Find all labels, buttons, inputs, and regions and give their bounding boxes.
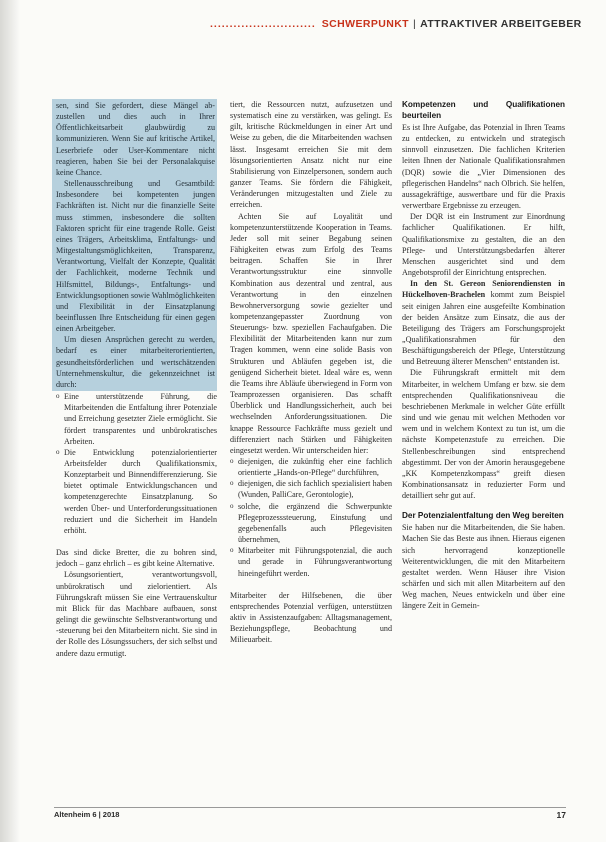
highlighted-passage bbox=[52, 99, 217, 391]
paragraph: Die Führungskraft ermittelt mit dem Mitarbeiter, in welchem Umfang er bzw. sie dem entsprechenden Qualifikationsniveau die beschriebenen Merkmale in welcher Güte erfüllt sind und wie genau mit welchen Methoden vor wem und in welchem Kontext zu tun ist, um die nächste Kompetenzstufe zu erreichen. Die Stellenbeschreibungen sind entsprechend abgestimmt. Der von der Amorin herausgegebene „KK Kompetenzkompass“ greift diesen Kombinationsansatz in reduzierter Form und detailliert sehr gut auf. bbox=[402, 368, 565, 501]
bullet-item: o Eine unterstützende Führung, die Mitarbeitenden die Entfaltung ihrer Potenziale und Erreichung gesetzter Ziele ermöglicht. Sie fördert transparentes und unbürokratisches Arbeiten. bbox=[56, 391, 217, 447]
column-3 bbox=[402, 99, 565, 612]
bullet-item: o Die Entwicklung potenzialorientierter Arbeitsfelder durch Qualifikationsmix, Konzeptarbeit und Binnendifferenzierung. Sie bietet optimale Entwicklungschancen und kompetenzgerechte Einsatzplanung. So werden Über- und Unterforderungssituationen reduziert und die Sicherheit im Handeln erhöht. bbox=[56, 447, 217, 536]
paragraph: Das sind dicke Bretter, die zu bohren sind, jedoch – ganz ehrlich – es gibt keine Alternative. bbox=[56, 548, 217, 569]
paragraph: Stellenausschreibung und Gesamtbild: Insbesondere bei kompetenten jungen Fachkräften ist. Nicht nur die finanzielle Seite muss stimmen, insbesondere die sollten Faktoren spricht für eine tragende Rolle. Geist eines Trägers, Arbeitsklima, Entfaltungs- und Mitgestaltungsmöglichkeiten, Transparenz, Verantwortung, Vielfalt der Konzepte, Qualität der Fachlichkeit, moderne Technik und Hilfsmittel, Bildungs-, Entfaltungs- und Entwicklungsoptionen sowie Wahlmöglichkeiten und Flexibilität in der Einsatzplanung beeinflussen Ihre Entscheidung für einen gegen einen Arbeitgeber. bbox=[56, 179, 215, 334]
header-dots: ........................... bbox=[210, 18, 316, 30]
header-separator: | bbox=[413, 18, 417, 30]
bullet-item: o Mitarbeiter mit Führungspotenzial, die auch und gerade in Führungsverantwortung hineingeführt werden. bbox=[230, 545, 392, 578]
subheading: Der Potenzialentfaltung den Weg bereiten bbox=[402, 511, 564, 521]
paragraph: Sie haben nur die Mitarbeitenden, die Sie haben. Machen Sie das Beste aus ihnen. Hieraus eigenen sich hervorragend konzeptionelle Weiterentwicklungen, die mit den Mitarbeitern gestaltet werden. Wenn Häuser ihre Vision schärfen und sich mit allen Mitarbeitern auf den Weg machen, Neues entwickeln und über eine längere Zeit in Gemein- bbox=[402, 523, 565, 611]
page-spine-shadow bbox=[0, 0, 20, 842]
paragraph-text: kommt zum Beispiel seit einigen Jahren eine ausgefeilte Kombination der beiden Ansätze zum Einsatz, die aus der Beteiligung des Trägers am Forschungsprojekt „Qualifikationsrahmen für den Beschäftigungsbereich der Pflege, Unterstützung und Betreuung älterer Menschen“ entstanden ist. bbox=[402, 290, 565, 367]
magazine-issue: Altenheim 6 | 2018 bbox=[54, 810, 120, 819]
running-header bbox=[210, 16, 596, 32]
column-1 bbox=[56, 99, 217, 659]
bullet-item: o diejenigen, die zukünftig eher eine fachlich orientierte „Hands-on-Pflege“ durchführen, bbox=[230, 456, 392, 478]
subheading: Kompetenzen und Qualifikationen beurteilen bbox=[402, 100, 565, 120]
paragraph: Achten Sie auf Loyalität und kompetenzunterstützende Kooperation in Teams. Jeder soll mit seiner Begabung seinen Fähigkeiten etwas zum Erfolg des Teams beitragen. Schaffen Sie in Ihrer Verantwortungsstruktur eine sinnvolle Kombination aus dezentral und zentral, aus Verantwortung in den einzelnen Bewohnerversorgung sowie gezielter und kompetenzangepasster Zuordnung von Steuerungs- bzw. speziellen Fachaufgaben. Die Flexibilität der Mitarbeitenden kann nur zum Tragen kommen, wenn eine solide Basis von Strukturen und Abläufen gegeben ist, die genügend Sicherheit bietet. Ideal wäre es, wenn die Teams ihre Abläufe überwiegend in Form von Teamprozessen organisieren. Das schafft Überblick und Handlungssicherheit, auch bei wechselnden Anforderungssituationen. Die knappe Ressource Fachkräfte muss gezielt und differenziert nach Stärken und Fähigkeiten eingesetzt werden. Wir unterscheiden hier: bbox=[230, 211, 392, 455]
paragraph: Es ist Ihre Aufgabe, das Potenzial in Ihren Teams zu entdecken, zu entwickeln und strategisch sinnvoll einzusetzen. Die fachlichen Kriterien leiten Ihnen der Nationale Qualifikationsrahmen (DQR) sowie die „Vier Dimensionen des pflegerischen Handelns“ nach Olbrich. Sie helfen, aussagekräftige, auswertbare und für die Praxis verwertbare Ergebnisse zu erzeugen. bbox=[402, 123, 565, 211]
paragraph bbox=[402, 278, 565, 367]
header-topic: ATTRAKTIVER ARBEITGEBER bbox=[420, 18, 582, 30]
paragraph: Lösungsorientiert, verantwortungsvoll, unbürokratisch und zielorientiert. Als Führungskraft müssen Sie eine Vertrauenskultur mit Blick für das Machbare aufbauen, sonst gelingt die gewünschte Selbstverantwortung und -steuerung bei den Mitarbeitern nicht. Sie sind in der Rolle des Lösungssuchers, der sich selbst und andere dazu ermutigt. bbox=[56, 570, 217, 658]
paragraph: Um diesen Ansprüchen gerecht zu werden, bedarf es einer mitarbeiterorientierten, gesundheitsförderlichen und wertschätzenden Unternehmenskultur, die gekennzeichnet ist durch: bbox=[56, 335, 215, 389]
bullet-item: o diejenigen, die sich fachlich spezialisiert haben (Wunden, PalliCare, Gerontologie), bbox=[230, 478, 392, 500]
paragraph: sen, sind Sie gefordert, diese Mängel ab-zustellen und dies auch in Ihrer Öffentlichkeitsarbeit glaubwürdig zu kommunizieren. Wenn Sie auf kritische Artikel, Leserbriefe oder User-Kommentare nicht reagieren, haben Sie bei der Personalakquise keine Chance. bbox=[56, 101, 215, 177]
header-section: SCHWERPUNKT bbox=[321, 18, 409, 30]
page-number: 17 bbox=[556, 810, 566, 820]
bullet-list bbox=[230, 456, 392, 579]
page-footer bbox=[54, 810, 566, 822]
bullet-list bbox=[56, 391, 217, 536]
bold-lead-in: In den St. Gereon Seniorendiensten in Hückelhoven-Brachelen bbox=[402, 279, 565, 300]
bullet-item: o solche, die ergänzend die Schwerpunkte Pflegeprozesssteuerung, Einstufung und gegebenenfalls auch Pflegevisiten übernehmen, bbox=[230, 501, 392, 546]
footer-rule bbox=[54, 807, 566, 808]
column-2 bbox=[230, 99, 392, 646]
paragraph: Der DQR ist ein Instrument zur Einordnung fachlicher Qualifikationen. Er hilft, Qualifikationsmixe zu gestalten, die an den Pflege- und Unterstützungsbedarfen älterer Menschen ausgerichtet sind und dem Angebotsprofil der Einrichtung entsprechen. bbox=[402, 212, 565, 278]
paragraph: tiert, die Ressourcen nutzt, aufzusetzen und systematisch eine zu verstärken, was gelingt. Es gilt, kritische Rückmeldungen in einer Art und Weise zu geben, die die Mitarbeitenden wachsen lässt. Insgesamt erreichen Sie mit dem lösungsorientierten Ansatz nicht nur eine Stabilisierung von Einzelpersonen, sondern auch ganzer Teams. Sie fördern die Fähigkeit, Veränderungen mitzugestalten und Ziele zu erreichen. bbox=[230, 100, 392, 210]
paragraph: Mitarbeiter der Hilfsebenen, die über entsprechendes Potenzial verfügen, unterstützen aktiv in Assistenzaufgaben: Alltagsmanagement, Beziehungspflege, Beobachtung und Milieuarbeit. bbox=[230, 590, 392, 645]
